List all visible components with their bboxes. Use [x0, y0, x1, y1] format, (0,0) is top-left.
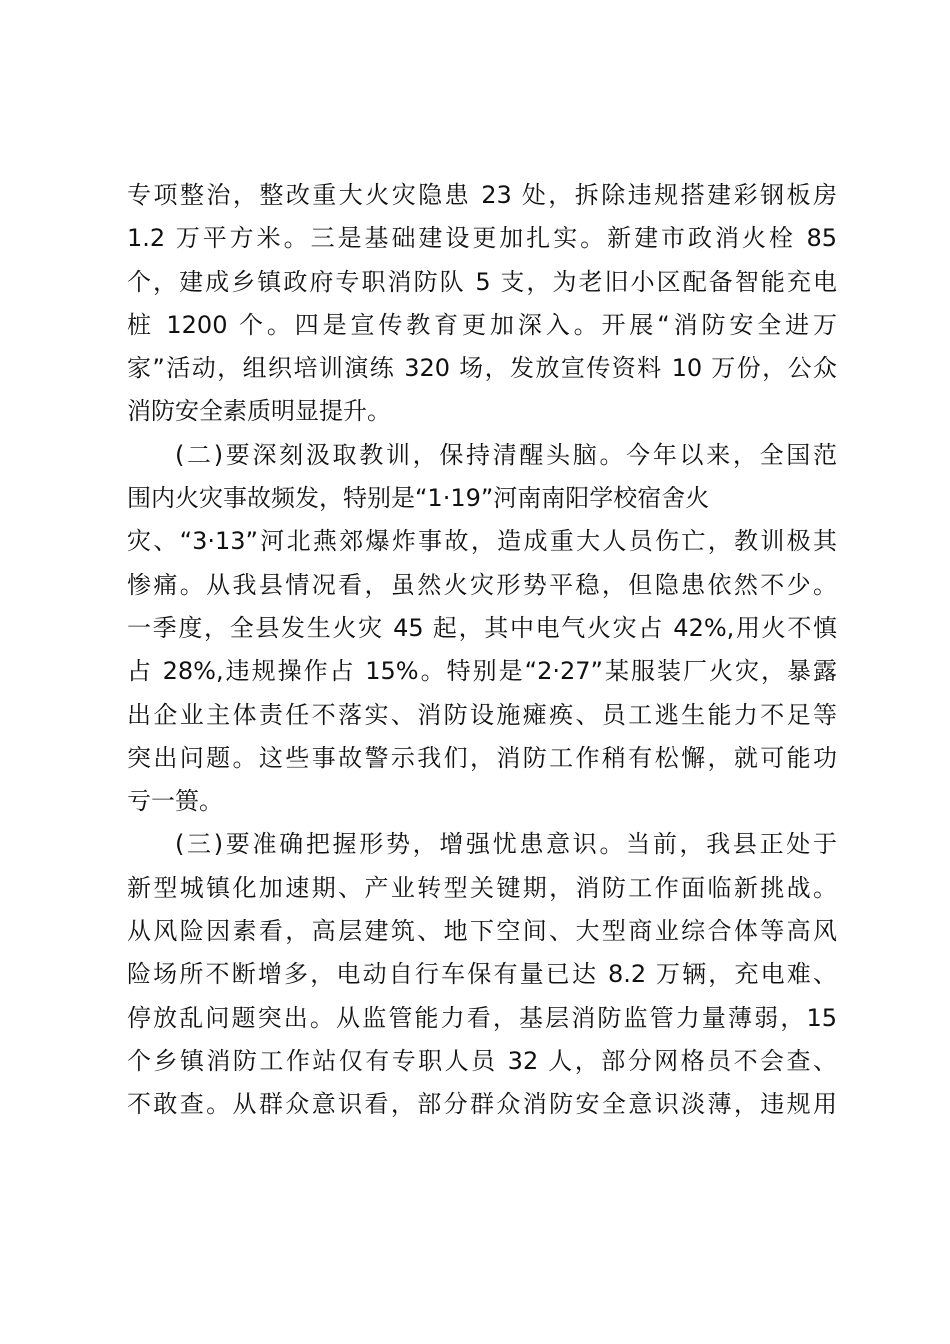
text-line: 险场所不断增多，电动自行车保有量已达 8.2 万辆，充电难、 — [127, 960, 837, 989]
text-line: 惨痛。从我县情况看，虽然火灾形势平稳，但隐患依然不少。 — [127, 570, 837, 599]
text-line: 占 28%,违规操作占 15%。特别是“2·27”某服装厂火灾，暴露 — [127, 657, 837, 686]
text-line: 亏一篑。 — [127, 787, 223, 816]
text-line: 突出问题。这些事故警示我们，消防工作稍有松懈，就可能功 — [127, 743, 837, 772]
text-line: 消防安全素质明显提升。 — [127, 397, 391, 426]
text-line: 专项整治，整改重大火灾隐患 23 处，拆除违规搭建彩钢板房 — [127, 181, 837, 209]
text-line: 家”活动，组织培训演练 320 场，发放宣传资料 10 万份，公众 — [127, 354, 837, 383]
text-line: 个，建成乡镇政府专职消防队 5 支，为老旧小区配备智能充电 — [127, 267, 837, 296]
text-line: 围内火灾事故频发，特别是“1·19”河南南阳学校宿舍火 — [127, 484, 710, 513]
body-text — [127, 174, 837, 1127]
text-line: 不敢查。从群众意识看，部分群众消防安全意识淡薄，违规用 — [127, 1090, 837, 1119]
paragraph-first-line: (三)要准确把握形势，增强忧患意识。当前，我县正处于 — [175, 830, 837, 859]
text-line: 出企业主体责任不落实、消防设施瘫痪、员工逃生能力不足等 — [127, 700, 837, 729]
text-line: 停放乱问题突出。从监管能力看，基层消防监管力量薄弱，15 — [127, 1003, 837, 1032]
text-line: 从风险因素看，高层建筑、地下空间、大型商业综合体等高风 — [127, 917, 837, 946]
text-line: 一季度，全县发生火灾 45 起，其中电气火灾占 42%,用火不慎 — [127, 613, 837, 642]
text-line: 灾、“3·13”河北燕郊爆炸事故，造成重大人员伤亡，教训极其 — [127, 527, 837, 556]
text-line: 个乡镇消防工作站仅有专职人员 32 人，部分网格员不会查、 — [127, 1046, 837, 1075]
paragraph-first-line: (二)要深刻汲取教训，保持清醒头脑。今年以来，全国范 — [175, 440, 837, 469]
text-line: 桩 1200 个。四是宣传教育更加深入。开展“消防安全进万 — [127, 310, 837, 339]
text-line: 1.2 万平方米。三是基础建设更加扎实。新建市政消火栓 85 — [127, 224, 837, 253]
text-line: 新型城镇化加速期、产业转型关键期，消防工作面临新挑战。 — [127, 873, 837, 902]
